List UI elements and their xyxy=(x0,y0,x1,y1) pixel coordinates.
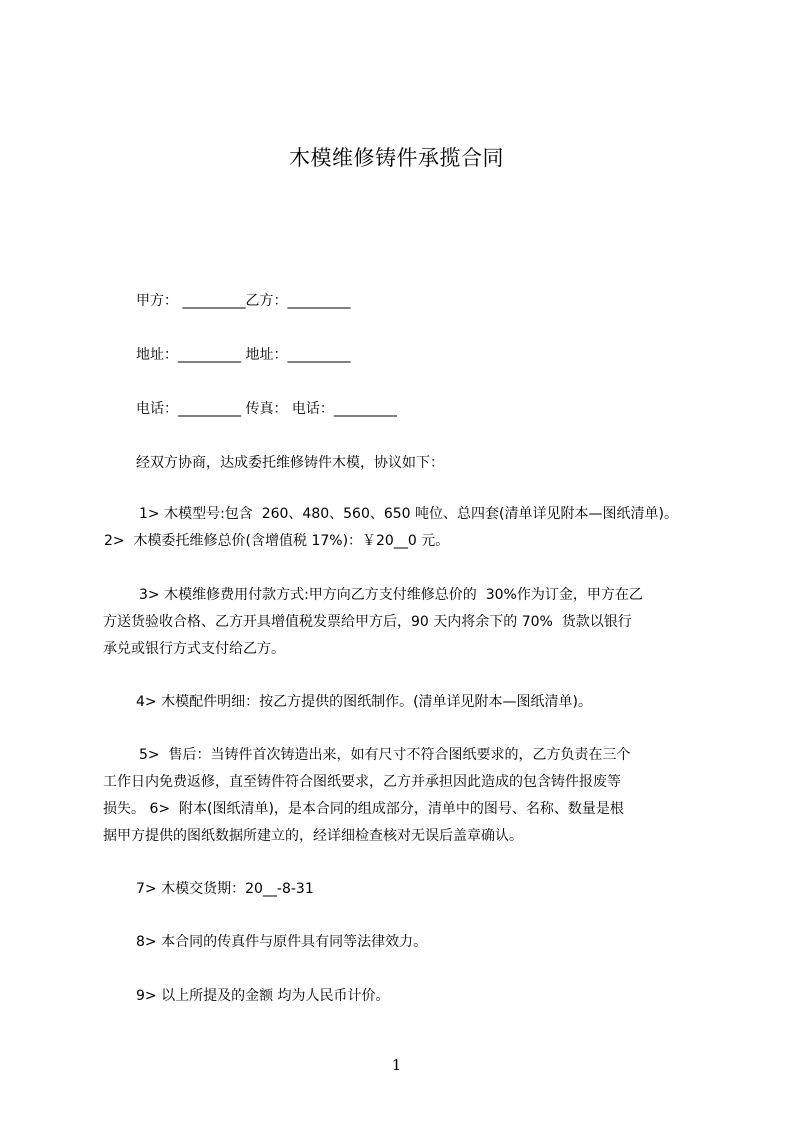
clause-3-line-3: 承兑或银行方式支付给乙方。 xyxy=(103,641,285,657)
clause-3-line-1: 3> 木模维修费用付款方式:甲方向乙方支付维修总价的 30%作为订金，甲方在乙 xyxy=(139,587,643,603)
phone-fax-line: 电话：_________ 传真： 电话：_________ xyxy=(136,401,397,417)
clause-1: 1> 木模型号:包含 260、480、560、650 吨位、总四套(清单详见附本—图纸清单)。 xyxy=(139,506,678,522)
clause-7: 7> 木模交货期：20__-8-31 xyxy=(136,881,314,897)
clause-5-line-1: 5> 售后：当铸件首次铸造出来，如有尺寸不符合图纸要求的，乙方负责在三个 xyxy=(139,747,631,763)
page-title: 木模维修铸件承揽合同 xyxy=(289,146,504,170)
clause-8: 8> 本合同的传真件与原件具有同等法律效力。 xyxy=(136,934,428,950)
clause-5-6-line: 损失。 6> 附本(图纸清单)，是本合同的组成部分，清单中的图号、名称、数量是根 xyxy=(103,801,624,817)
party-a-b-line: 甲方： _________乙方：_________ xyxy=(136,293,351,309)
clause-9: 9> 以上所提及的金额 均为人民币计价。 xyxy=(136,988,390,1004)
clause-3-line-2: 方送货验收合格、乙方开具增值税发票给甲方后，90 天内将余下的 70% 货款以银行 xyxy=(103,614,632,630)
intro-paragraph: 经双方协商，达成委托维修铸件木模，协议如下： xyxy=(136,455,444,471)
page-number: 1 xyxy=(391,1056,402,1074)
clause-4: 4> 木模配件明细：按乙方提供的图纸制作。(清单详见附本—图纸清单)。 xyxy=(136,694,593,710)
address-line: 地址：_________ 地址：_________ xyxy=(136,347,351,363)
clause-2: 2> 木模委托维修总价(含增值税 17%)：￥20__0 元。 xyxy=(104,533,450,549)
clause-6-line-2: 据甲方提供的图纸数据所建立的，经详细检查核对无误后盖章确认。 xyxy=(103,828,523,844)
clause-5-line-2: 工作日内免费返修，直至铸件符合图纸要求，乙方并承担因此造成的包含铸件报废等 xyxy=(103,774,621,790)
